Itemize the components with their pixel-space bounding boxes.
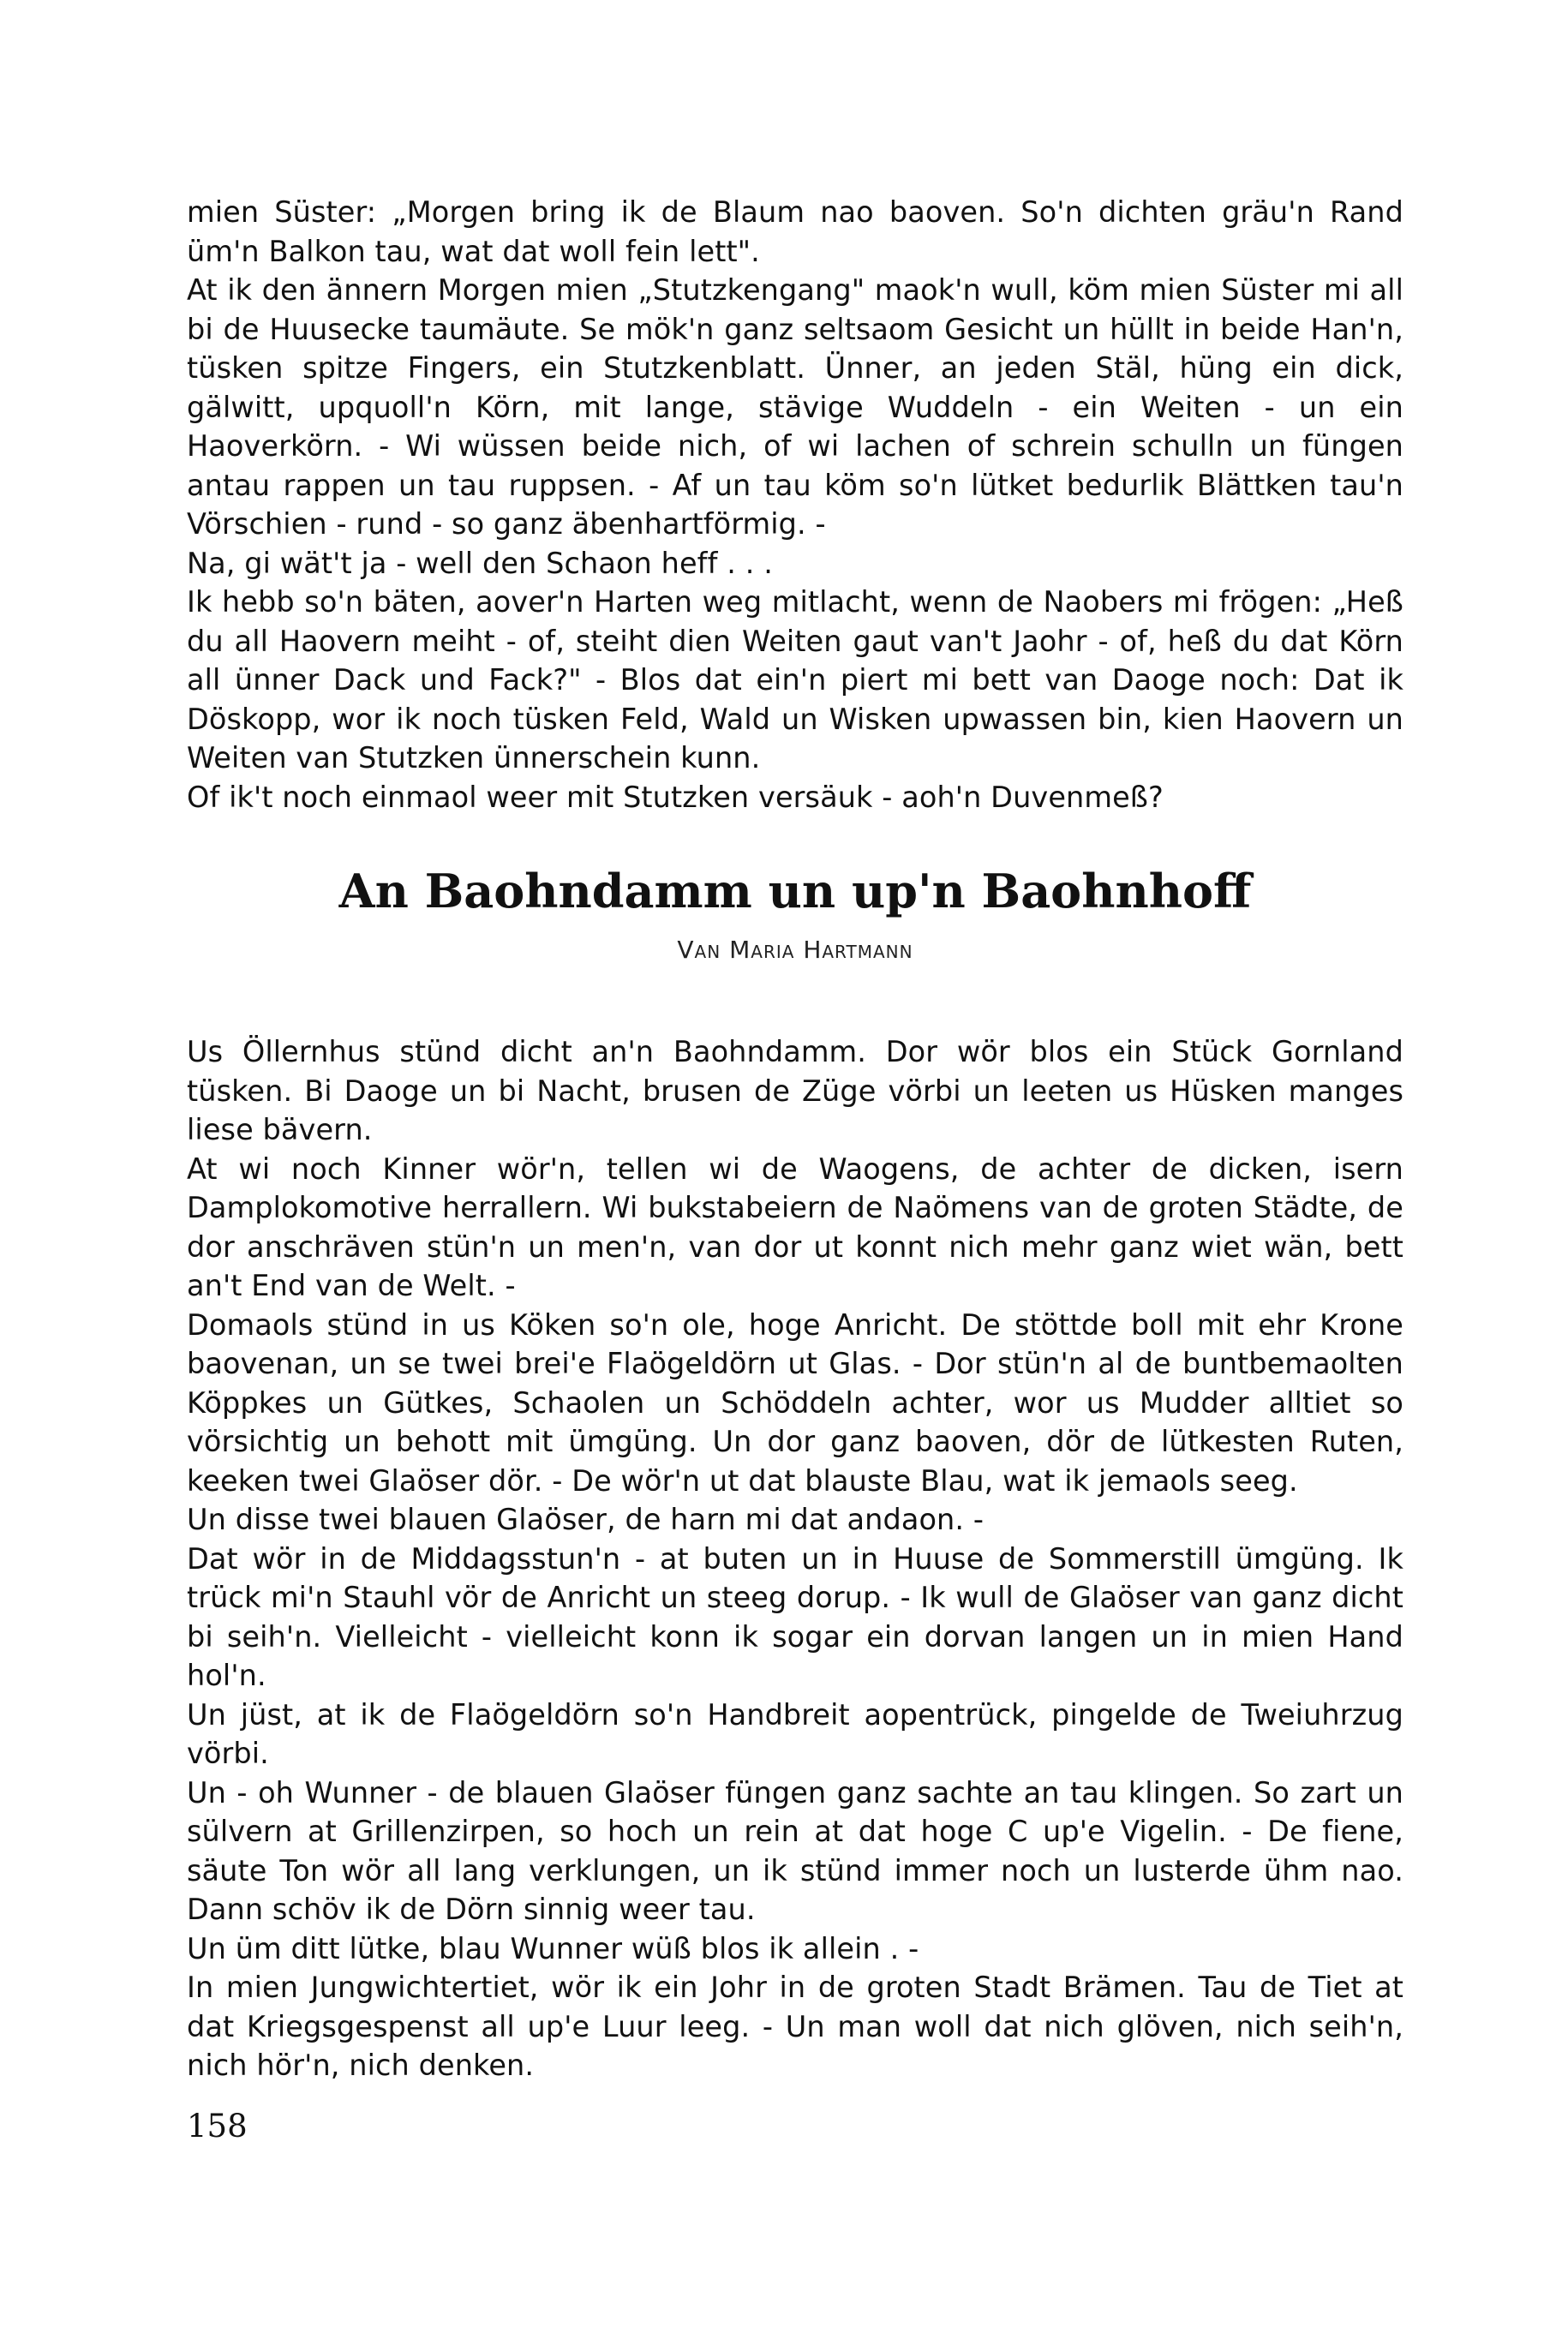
paragraph: Dat wör in de Middagsstun'n - at buten un in Huuse de Sommerstill ümgüng. Ik trück mi'n Stauhl vör de Anricht un steeg dorup. - Ik wull de Glaöser van ganz dicht bi seih'n. Vielleicht - vielleicht konn ik sogar ein dorvan langen un in mien Hand hol'n.: [187, 1541, 1403, 1692]
paragraph: Un disse twei blauen Glaöser, de harn mi dat andaon. -: [187, 1503, 984, 1536]
paragraph: Of ik't noch einmaol weer mit Stutzken versäuk - aoh'n Duvenmeß?: [187, 780, 1164, 814]
paragraph: Un üm ditt lütke, blau Wunner wüß blos ik allein . -: [187, 1931, 919, 1965]
story-title: An Baohndamm un up'n Baohnhoff: [338, 864, 1252, 918]
paragraph: mien Süster: „Morgen bring ik de Blaum nao baoven. So'n dichten gräu'n Rand üm'n Balkon tau, wat dat woll fein lett".: [187, 195, 1403, 268]
story-author: Van Maria Hartmann: [677, 936, 913, 964]
continued-story-text: [187, 193, 1403, 817]
paragraph: In mien Jungwichtertiet, wör ik ein Johr in de groten Stadt Brämen. Tau de Tiet at dat Kriegsgespenst all up'e Luur leeg. - Un man woll dat nich glöven, nich seih'n, nich hör'n, nich denken.: [187, 1971, 1403, 2082]
paragraph: Na, gi wät't ja - well den Schaon heff . . .: [187, 546, 773, 580]
paragraph: Us Öllernhus stünd dicht an'n Baohndamm. Dor wör blos ein Stück Gornland tüsken. Bi Daoge un bi Nacht, brusen de Züge vörbi un leeten us Hüsken manges liese bävern.: [187, 1035, 1403, 1146]
paragraph: Ik hebb so'n bäten, aover'n Harten weg mitlacht, wenn de Naobers mi frögen: „Heß du all Haovern meiht - of, steiht dien Weiten gaut van't Jaohr - of, heß du dat Körn all ünner Dack und Fack?" - Blos dat ein'n piert mi bett van Daoge noch: Dat ik Döskopp, wor ik noch tüsken Feld, Wald un Wisken upwassen bin, kien Haovern un Weiten van Stutzken ünnerschein kunn.: [187, 585, 1403, 775]
page-number: 158: [187, 2108, 248, 2145]
paragraph: At wi noch Kinner wör'n, tellen wi de Waogens, de achter de dicken, isern Damplokomotive herrallern. Wi bukstabeiern de Naömens van de groten Städte, de dor anschräven stün'n un men'n, van dor ut konnt nich mehr ganz wiet wän, bett an't End van de Welt. -: [187, 1152, 1403, 1302]
paragraph: At ik den ännern Morgen mien „Stutzkengang" maok'n wull, köm mien Süster mi all bi de Huusecke taumäute. Se mök'n ganz seltsaom Gesicht un hüllt in beide Han'n, tüsken spitze Fingers, ein Stutzkenblatt. Ünner, an jeden Stäl, hüng ein dick, gälwitt, upquoll'n Körn, mit lange, stävige Wuddeln - ein Weiten - un ein Haoverkörn. - Wi wüssen beide nich, of wi lachen of schrein schulln un füngen antau rappen un tau ruppsen. - Af un tau köm so'n lütket bedurlik Blättken tau'n Vörschien - rund - so ganz äbenhartförmig. -: [187, 273, 1403, 541]
paragraph: Domaols stünd in us Köken so'n ole, hoge Anricht. De stöttde boll mit ehr Krone baovenan, un se twei brei'e Flaögeldörn ut Glas. - Dor stün'n al de buntbemaolten Köppkes un Gütkes, Schaolen un Schöddeln achter, wor us Mudder alltiet so vörsichtig un behott mit ümgüng. Un dor ganz baoven, dör de lütkesten Ruten, keeken twei Glaöser dör. - De wör'n ut dat blauste Blau, wat ik jemaols seeg.: [187, 1307, 1403, 1498]
paragraph: Un - oh Wunner - de blauen Glaöser füngen ganz sachte an tau klingen. So zart un sülvern at Grillenzirpen, so hoch un rein at dat hoge C up'e Vigelin. - De fiene, säute Ton wör all lang verklungen, un ik stünd immer noch un lusterde ühm nao. Dann schöv ik de Dörn sinnig weer tau.: [187, 1775, 1403, 1926]
paragraph: Un jüst, at ik de Flaögeldörn so'n Handbreit aopentrück, pingelde de Tweiuhrzug vörbi.: [187, 1697, 1403, 1770]
story-body: [187, 1032, 1403, 2085]
